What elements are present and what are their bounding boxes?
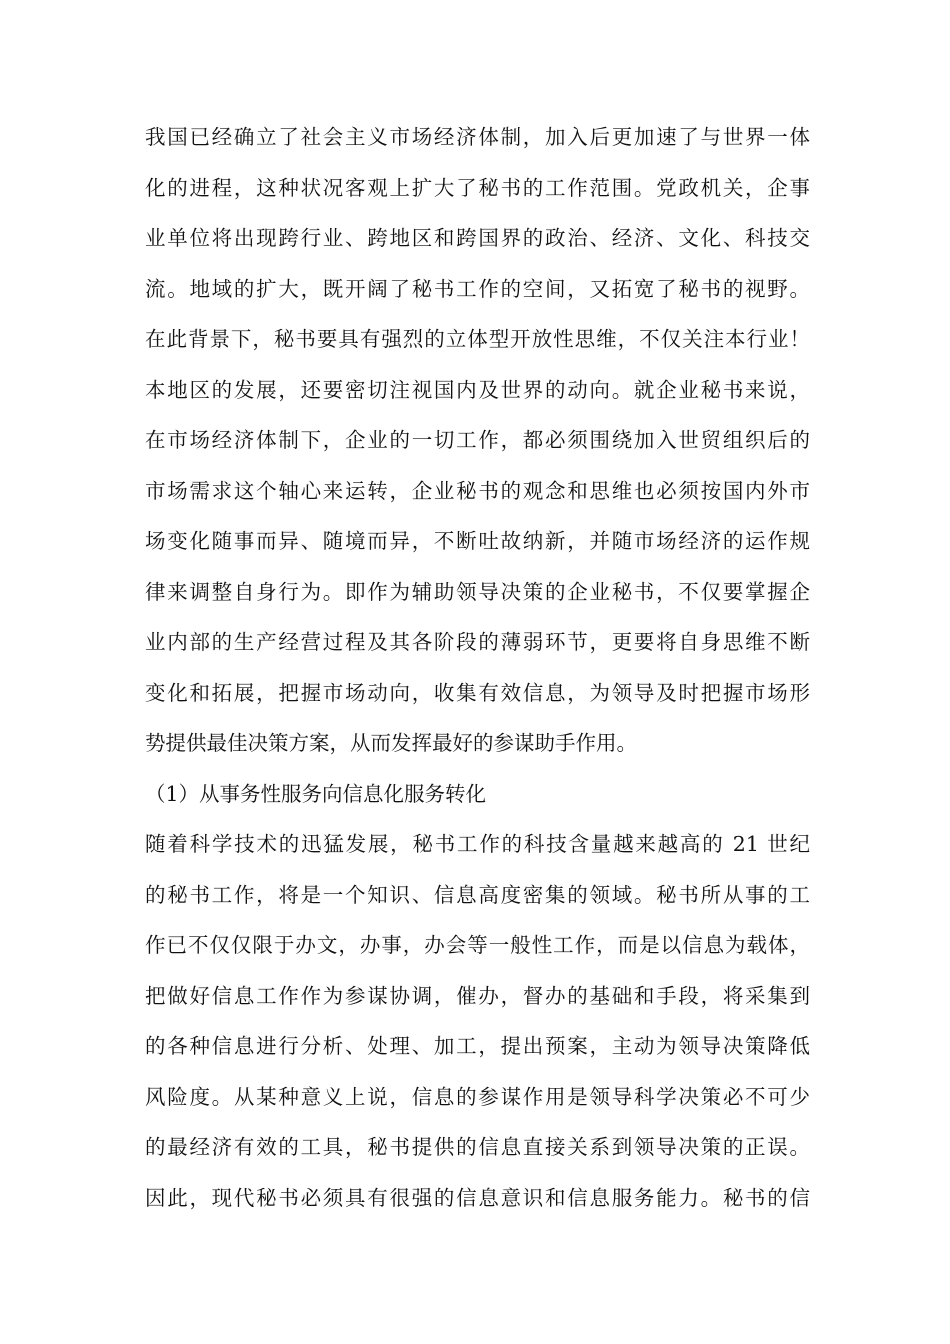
- text-line: 业内部的生产经营过程及其各阶段的薄弱环节，更要将自身思维不断: [145, 630, 810, 654]
- text-line: 随着科学技术的迅猛发展，秘书工作的科技含量越来越高的 21 世纪: [145, 832, 810, 856]
- text-line: 本地区的发展，还要密切注视国内及世界的动向。就企业秘书来说，: [145, 377, 810, 402]
- section-heading: （1）从事务性服务向信息化服务转化: [145, 781, 487, 806]
- text-line: 的秘书工作，将是一个知识、信息高度密集的领域。秘书所从事的工: [145, 882, 810, 907]
- text-line: 律来调整自身行为。即作为辅助领导决策的企业秘书，不仅要掌握企: [145, 579, 810, 604]
- text-line: 在市场经济体制下，企业的一切工作，都必须围绕加入世贸组织后的: [145, 428, 810, 452]
- text-line: 因此，现代秘书必须具有很强的信息意识和信息服务能力。秘书的信: [145, 1185, 810, 1210]
- text-line: 变化和拓展，把握市场动向，收集有效信息，为领导及时把握市场形: [145, 680, 810, 705]
- text-line: 我国已经确立了社会主义市场经济体制，加入后更加速了与世界一体: [145, 125, 810, 149]
- text-line: 场变化随事而异、随境而异，不断吐故纳新，并随市场经济的运作规: [145, 529, 810, 553]
- body-text: [145, 112, 810, 1223]
- text-line: 在此背景下，秘书要具有强烈的立体型开放性思维，不仅关注本行业！: [145, 327, 810, 351]
- text-line: 市场需求这个轴心来运转，企业秘书的观念和思维也必须按国内外市: [145, 478, 810, 503]
- text-line: 化的进程，这种状况客观上扩大了秘书的工作范围。党政机关，企事: [145, 175, 810, 200]
- text-line: 流。地域的扩大，既开阔了秘书工作的空间，又拓宽了秘书的视野。: [145, 276, 810, 301]
- text-line: 风险度。从某种意义上说，信息的参谋作用是领导科学决策必不可少: [145, 1084, 810, 1109]
- text-line: 的各种信息进行分析、处理、加工，提出预案，主动为领导决策降低: [145, 1034, 810, 1058]
- text-line: 作已不仅仅限于办文，办事，办会等一般性工作，而是以信息为载体，: [145, 933, 810, 957]
- text-line: 业单位将出现跨行业、跨地区和跨国界的政治、经济、文化、科技交: [145, 226, 810, 250]
- text-line: 把做好信息工作作为参谋协调，催办，督办的基础和手段，将采集到: [145, 983, 810, 1008]
- text-line: 势提供最佳决策方案，从而发挥最好的参谋助手作用。: [145, 731, 637, 755]
- text-line: 的最经济有效的工具，秘书提供的信息直接关系到领导决策的正误。: [145, 1135, 810, 1159]
